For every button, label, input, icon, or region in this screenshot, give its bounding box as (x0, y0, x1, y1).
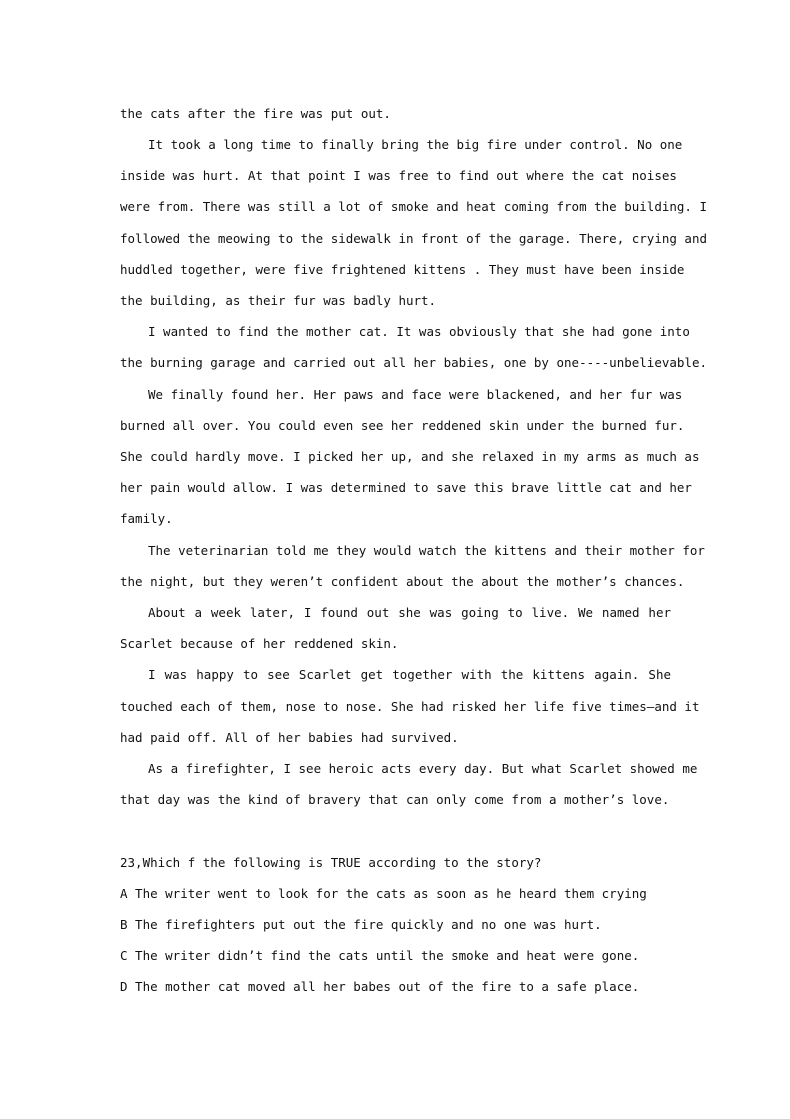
story-line: the night, but they weren’t confident about the about the mother’s chances. (120, 574, 685, 589)
story-line: had paid off. All of her babies had survived. (120, 730, 459, 745)
story-line: family. (120, 511, 173, 526)
answer-option: C The writer didn’t find the cats until the smoke and heat were gone. (120, 948, 640, 963)
story-line: followed the meowing to the sidewalk in front of the garage. There, crying and (120, 231, 707, 246)
story-line: were from. There was still a lot of smoke and heat coming from the building. I (120, 199, 707, 214)
story-line: touched each of them, nose to nose. She had risked her life five times—and it (120, 699, 700, 714)
answer-option: B The firefighters put out the fire quickly and no one was hurt. (120, 917, 602, 932)
story-line: the cats after the fire was put out. (120, 106, 391, 121)
story-line: burned all over. You could even see her reddened skin under the burned fur. (120, 418, 685, 433)
story-line: the burning garage and carried out all her babies, one by one----unbelievable. (120, 355, 707, 370)
story-line: Scarlet because of her reddened skin. (120, 636, 399, 651)
story-line: I was happy to see Scarlet get together with the kittens again. She (148, 667, 671, 682)
story-line: I wanted to find the mother cat. It was obviously that she had gone into (148, 324, 690, 339)
story-line: her pain would allow. I was determined to save this brave little cat and her (120, 480, 692, 495)
story-line: She could hardly move. I picked her up, and she relaxed in my arms as much as (120, 449, 700, 464)
story-line: The veterinarian told me they would watch the kittens and their mother for (148, 543, 705, 558)
story-line: inside was hurt. At that point I was free to find out where the cat noises (120, 168, 677, 183)
story-line: It took a long time to finally bring the big fire under control. No one (148, 137, 683, 152)
story-line: that day was the kind of bravery that can only come from a mother’s love. (120, 792, 670, 807)
story-line: the building, as their fur was badly hurt. (120, 293, 437, 308)
story-line: We finally found her. Her paws and face were blackened, and her fur was (148, 387, 683, 402)
question-stem: 23,Which f the following is TRUE according to the story? (120, 855, 542, 870)
story-line: About a week later, I found out she was going to live. We named her (148, 605, 671, 620)
answer-option: D The mother cat moved all her babes out of the fire to a safe place. (120, 979, 640, 994)
story-line: huddled together, were five frightened kittens . They must have been inside (120, 262, 685, 277)
answer-option: A The writer went to look for the cats as soon as he heard them crying (120, 886, 647, 901)
story-line: As a firefighter, I see heroic acts every day. But what Scarlet showed me (148, 761, 698, 776)
